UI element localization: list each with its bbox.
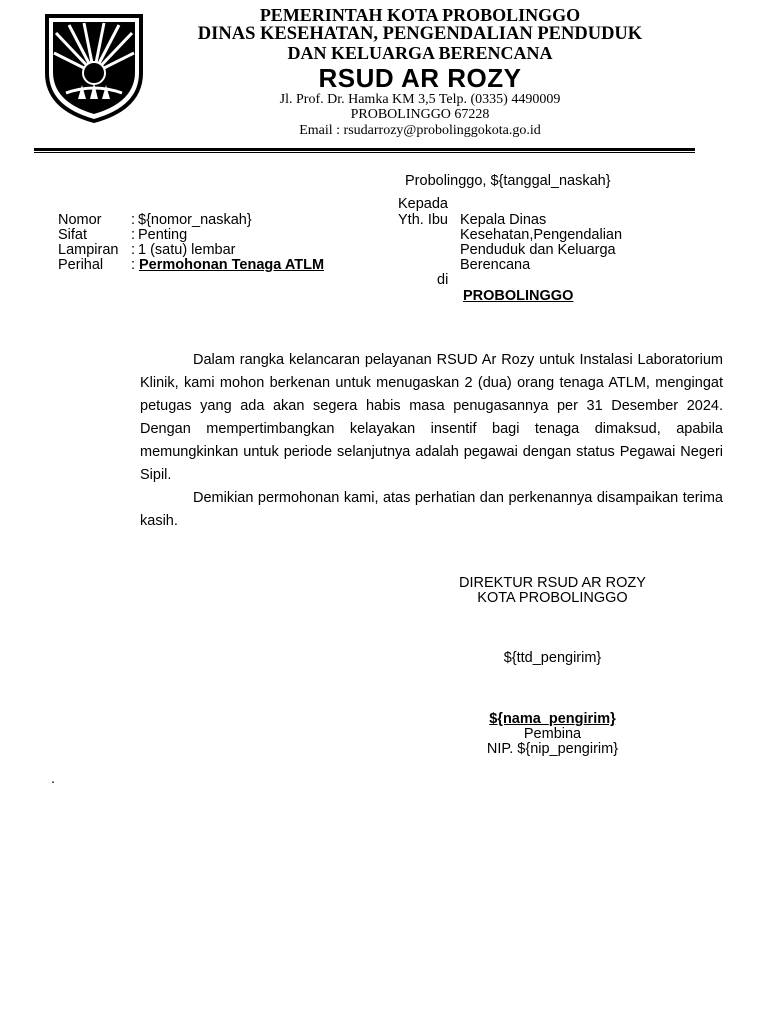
letterhead-line1: PEMERINTAH KOTA PROBOLINGGO: [259, 5, 581, 25]
place-date: Probolinggo, ${tanggal_naskah}: [405, 173, 611, 189]
signer-nip: NIP. ${nip_pengirim}: [486, 741, 619, 757]
recipient-line: Kesehatan,Pengendalian: [460, 227, 623, 243]
meta-label-nomor: Nomor: [58, 212, 102, 228]
letterhead-line3: DAN KELUARGA BERENCANA: [287, 43, 553, 63]
letterhead-address: Jl. Prof. Dr. Hamka KM 3,5 Telp. (0335) 4490009: [279, 92, 561, 107]
meta-colon: :: [131, 257, 136, 273]
recipient-city: PROBOLINGGO: [463, 288, 574, 304]
signature-title: DIREKTUR RSUD AR ROZY: [459, 575, 646, 591]
meta-value-lampiran: 1 (satu) lembar: [138, 242, 236, 258]
recipient-di: di: [437, 272, 449, 288]
recipient-kepada: Kepada: [398, 196, 448, 212]
meta-value-perihal: Permohonan Tenaga ATLM: [139, 257, 325, 273]
letterhead-hospital-name: RSUD AR ROZY: [318, 63, 522, 93]
meta-value-nomor: ${nomor_naskah}: [138, 212, 252, 228]
signer-name: ${nama_pengirim}: [489, 711, 616, 727]
meta-colon: :: [131, 242, 136, 258]
recipient-line: Berencana: [460, 257, 531, 273]
letterhead-line2: DINAS KESEHATAN, PENGENDALIAN PENDUDUK: [197, 24, 643, 44]
meta-label-perihal: Perihal: [58, 257, 104, 273]
letterhead-city: PROBOLINGGO 67228: [350, 107, 490, 122]
recipient-line: Penduduk dan Keluarga: [460, 242, 616, 258]
meta-label-sifat: Sifat: [58, 227, 88, 243]
signature-title: KOTA PROBOLINGGO: [477, 590, 628, 606]
letterhead-email: Email : rsudarrozy@probolinggokota.go.id: [299, 123, 541, 138]
meta-value-sifat: Penting: [138, 227, 188, 243]
letterhead-divider-thin: [34, 152, 695, 153]
letterhead-divider-thick: [34, 148, 695, 151]
recipient-line: Kepala Dinas: [460, 212, 547, 228]
body-paragraph: Dalam rangka kelancaran pelayanan RSUD Ar Rozy untuk Instalasi Laboratorium Klinik, kami mohon berkenan untuk menugaskan 2 (dua) orang tenaga ATLM, mengingat petugas yang ada akan segera habis masa penugasannya per 31 Desember 2024. Dengan mempertimbangkan kelayakan insentif bagi tenaga dimaksud, apabila memungkinkan untuk periode selanjutnya adalah pegawai dengan status Pegawai Negeri Sipil.: [140, 352, 723, 483]
meta-colon: :: [131, 227, 136, 243]
signer-rank: Pembina: [523, 726, 582, 742]
stray-dot: .: [51, 771, 56, 787]
city-emblem-logo: [44, 13, 144, 123]
recipient-yth: Yth. Ibu: [398, 212, 448, 228]
meta-label-lampiran: Lampiran: [58, 242, 119, 258]
meta-colon: :: [131, 212, 136, 228]
letter-body: [140, 349, 723, 533]
signature-placeholder: ${ttd_pengirim}: [503, 650, 602, 666]
body-paragraph: Demikian permohonan kami, atas perhatian dan perkenannya disampaikan terima kasih.: [140, 490, 723, 529]
